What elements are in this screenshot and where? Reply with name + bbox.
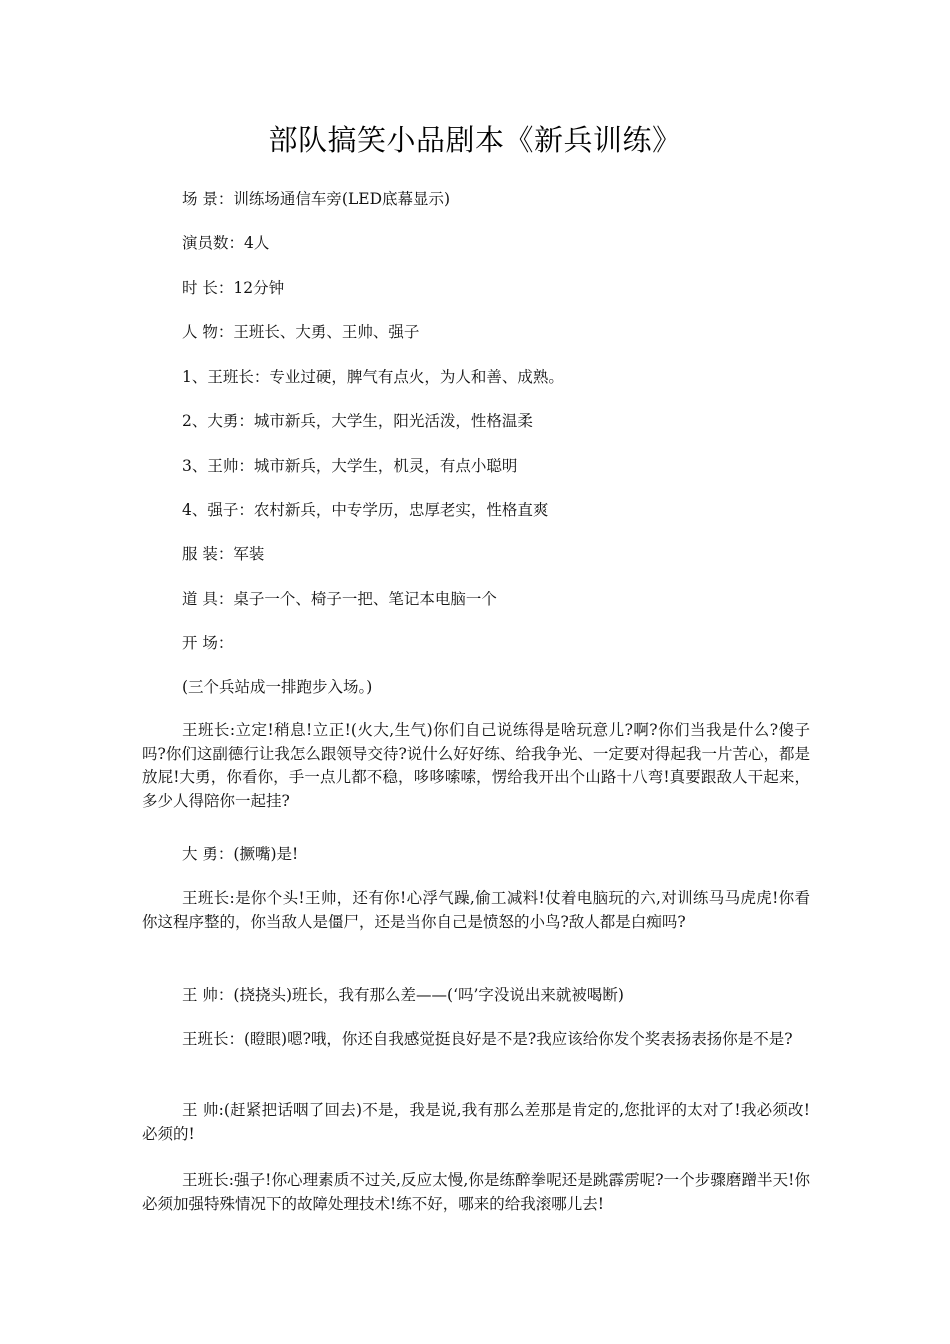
meta-opening: 开 场： — [182, 634, 234, 652]
dialogue-paragraph: 大 勇：(撅嘴)是! — [182, 845, 299, 863]
stage-direction: (三个兵站成一排跑步入场。) — [182, 678, 373, 696]
document-title: 部队搞笑小品剧本《新兵训练》 — [268, 123, 682, 157]
meta-scene: 场 景：训练场通信车旁(LED底幕显示) — [182, 190, 451, 208]
dialogue-paragraph: 王班长:立定!稍息!立正!(火大,生气)你们自己说练得是啥玩意儿?啊?你们当我是什么?傻子吗?你们这副德行让我怎么跟领导交待?说什么好好练、给我争光、一定要对得起我一片苦心，都是放屁!大勇，你看你，手一点儿都不稳，哆哆嗦嗦，愣给我开出个山路十八弯!真要跟敌人干起来，多少人得陪你一起挂? — [142, 721, 810, 810]
meta-characters: 人 物：王班长、大勇、王帅、强子 — [182, 323, 420, 341]
dialogue-paragraph: 王 帅:(赶紧把话咽了回去)不是，我是说,我有那么差那是肯定的,您批评的太对了!我必须改!必须的! — [142, 1101, 810, 1143]
character-2: 2、大勇：城市新兵，大学生，阳光活泼，性格温柔 — [182, 412, 533, 430]
meta-costume: 服 装：军装 — [182, 545, 265, 563]
dialogue-paragraph: 王班长:是你个头!王帅，还有你!心浮气躁,偷工减料!仗着电脑玩的六,对训练马马虎虎!你看你这程序整的，你当敌人是僵尸，还是当你自己是愤怒的小鸟?敌人都是白痴吗? — [142, 889, 810, 931]
dialogue-paragraph: 王班长:强子!你心理素质不过关,反应太慢,你是练醉拳呢还是跳霹雳呢?一个步骤磨蹭半天!你必须加强特殊情况下的故障处理技术!练不好，哪来的给我滚哪儿去! — [142, 1171, 810, 1213]
meta-props: 道 具：桌子一个、椅子一把、笔记本电脑一个 — [182, 590, 497, 608]
meta-cast-count: 演员数：4人 — [182, 234, 270, 252]
dialogue-paragraph: 王班长：(瞪眼)嗯?哦，你还自我感觉挺良好是不是?我应该给你发个奖表扬表扬你是不是? — [182, 1030, 793, 1048]
meta-duration: 时 长：12分钟 — [182, 279, 285, 297]
dialogue-paragraph: 王 帅：(挠挠头)班长，我有那么差——(‘吗’字没说出来就被喝断) — [182, 986, 624, 1004]
character-3: 3、王帅：城市新兵，大学生，机灵，有点小聪明 — [182, 457, 518, 475]
character-4: 4、强子：农村新兵，中专学历，忠厚老实，性格直爽 — [182, 501, 549, 519]
character-1: 1、王班长：专业过硬，脾气有点火，为人和善、成熟。 — [182, 368, 564, 386]
